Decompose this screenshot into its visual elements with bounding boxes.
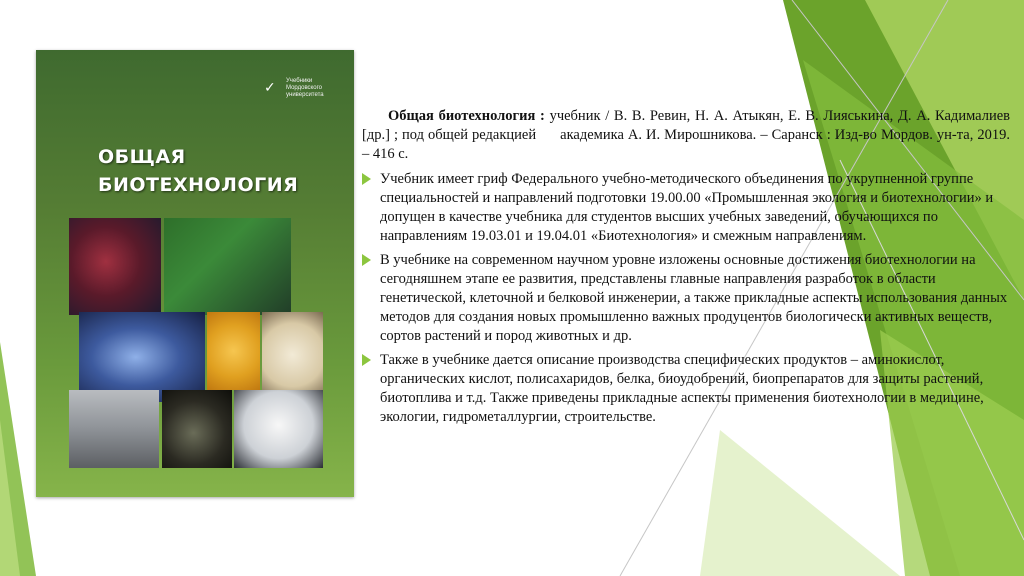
arrow-bullet-icon [362,254,371,266]
citation-title: Общая биотехнология : [388,108,545,124]
cover-photo-yellow-cells [207,312,260,390]
cover-photo-powder [234,390,323,468]
publisher-logo [264,78,344,100]
bullet-text: Учебник имеет гриф Федерального учебно-методического объединения по укрупненной группе специальностей и направлений подготовки 19.00.00 «Промышленная экология и биотехнологии» и допущен в качестве учебника для студентов высших учебных заведений, обучающихся по направлениям 19.03.01 и 19.04.01 «Биотехнология» и смежным направлениям. [380,171,994,244]
cover-photo-bioreactor [69,390,159,468]
cover-photo-neurons [79,312,205,402]
arrow-bullet-icon [362,173,371,185]
book-title-line-1: ОБЩАЯ [98,146,186,168]
arrow-bullet-icon [362,354,371,366]
book-icon: ✓ [264,80,276,96]
bullet-item [362,351,1010,427]
publisher-logo-text: Учебники Мордовского университета [286,78,324,98]
bullet-item [362,170,1010,246]
book-title-line-2: БИОТЕХНОЛОГИЯ [98,174,299,196]
citation-part-1: учебник / В. В. Ревин, Н. А. Атыкян, Е. В. Лияськина, Д. А. Кадималиев [др.] ; под общей редакцией [362,108,1010,143]
book-cover [36,50,354,497]
cover-photo-eye [162,390,232,468]
cover-photo-molecules [164,218,291,315]
citation-part-2: академика А. И. Мирошникова. – Саранск : Изд-во Мордов. ун-та, 2019. – 416 с. [362,127,1010,162]
text-content [362,107,1010,432]
right-pale-green-panel [700,430,900,576]
bullet-text: В учебнике на современном научном уровне изложены основные достижения биотехнологии на сегодняшнем этапе ее развития, представлены главные направления разработок в области генетической, клеточной и белковой инженерии, а также прикладные аспекты использования данных методов для создания новых промышленно важных продуцентов биологически активных веществ, сортов растений и пород животных и др. [380,252,1008,344]
cover-photo-blood-cells [69,218,161,315]
book-title [98,143,318,199]
bullet-text: Также в учебнике дается описание производства специфических продуктов – аминокислот, органических кислот, полисахаридов, белка, биоудобрений, биопрепаратов для защиты растений, биотоплива и т.д. Также приведены прикладные аспекты применения биотехнологии в медицине, экологии, гидрометаллургии, строительстве. [380,352,984,425]
cover-photo-grains [262,312,323,390]
book-citation [362,107,1010,164]
bullet-list [362,170,1010,427]
bullet-item [362,251,1010,346]
